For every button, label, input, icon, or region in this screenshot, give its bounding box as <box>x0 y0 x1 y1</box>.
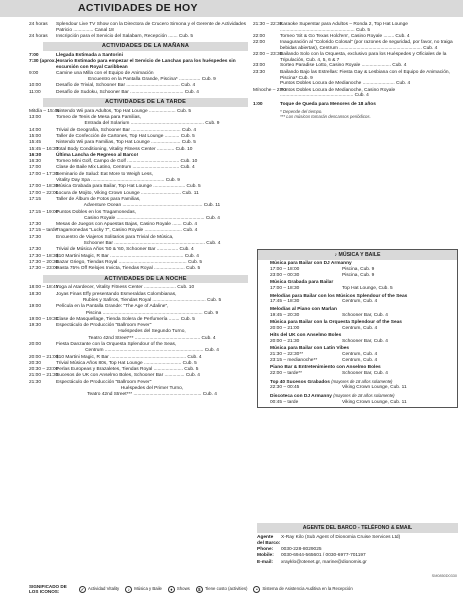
event-time: 18:30 <box>29 291 42 297</box>
music-header <box>258 250 457 260</box>
music-event-restriction: (mayores de 18 años solamente) <box>331 378 393 384</box>
schedule-row <box>29 22 248 34</box>
title-bar <box>0 0 463 17</box>
event-time: 19:00 – 19:30 <box>29 316 59 322</box>
event-description: Inauguración al "Colorido Colosal" (por razones de seguridad, por favor, no traiga bebidas abiertas), Centrum .............................................................. Cub. 4 <box>280 39 453 51</box>
event-description: Sucesos de UK con Anselmo Boles, Schooner Bar ............... Cub. 4 <box>56 373 200 379</box>
event-description: Torneo Mini Golf, Campo de Golf ....................................... Cub. 10 <box>56 159 198 165</box>
page-title: ACTIVIDADES DE HOY <box>78 2 198 14</box>
music-event <box>270 365 457 377</box>
agent-field-value: X-Ray Kilo (Sub Agent of Dionomia Cruise Services Ltd) <box>281 535 401 541</box>
event-time: 17:15 – tarde <box>29 228 58 234</box>
music-event-venue: Centrum, Cub. 4 <box>342 299 378 305</box>
event-time: 22:00 <box>253 33 266 39</box>
event-time: 1:00 <box>253 102 263 108</box>
music-event-venue: Schooner Bar, Cub. 4 <box>342 338 388 344</box>
event-time: 21:30 <box>29 379 42 385</box>
music-event-name: Melodías para Bailar con los Músicos Splendour of the Seas <box>270 293 408 299</box>
event-description: Perlas Europeas y Brazaletes, Tiendas Royal ...................... Cub. 5 <box>56 367 199 373</box>
music-event-venue: Piscina, Cub. 9 <box>342 267 375 273</box>
event-time: 17:30 – 23:00 <box>29 266 59 272</box>
event-time: 19:30 <box>29 323 42 329</box>
agent-box <box>257 523 458 566</box>
event-description: Trivial Música Años 80s, Top Hat Lounge ............................ Cub. 5 <box>56 360 197 366</box>
event-description: Casino Royale .................................................................. Cub. 4 <box>84 215 220 221</box>
legend-icon: $ <box>196 586 203 593</box>
event-description: Trivial de Música Años '50 & '60, Schooner Bar ................ Cub. 4 <box>56 247 194 253</box>
event-description: Seminario de Salud: Eat More to Weigh Less, <box>56 171 153 177</box>
event-description: Música Grabada para Bailar, Top Hat Lounge ........................ Cub. 5 <box>56 184 201 190</box>
music-event-time: 21:30 – 22:30** <box>270 352 304 358</box>
music-event-slot <box>270 371 457 377</box>
event-description: Toque de Queda para Menores de 18 años <box>280 102 376 108</box>
music-list <box>258 261 457 405</box>
schedule-row <box>253 40 460 52</box>
event-time: 16:30 <box>29 152 42 158</box>
event-time: 17:30 <box>29 247 42 253</box>
section-header: ACTIVIDADES DE LA MAÑANA <box>43 42 248 51</box>
event-description: Bazar Griego, Tiendas Royal ................................................... Cub. 5 <box>56 259 203 265</box>
event-time: 17:15 – 19:00 <box>29 209 59 215</box>
event-description: Adventure Ocean ............................................................ Cub. 11 <box>83 203 221 209</box>
legend-title: SIGNIFICADO DE LOS ICONOS: <box>29 584 67 595</box>
event-description: Torneo 'Sit & Go Texas Hold'em', Casino Royale ........ Cub. 4 <box>280 33 410 39</box>
event-time: Mitdía – 15:45 <box>29 108 60 114</box>
agent-row <box>257 535 458 547</box>
event-description: Taller de Confección de Cartones, Top Hat Lounge ........... Cub. 5 <box>56 133 195 139</box>
music-event-name: Hits del UK con Anselmo Boles <box>270 333 342 339</box>
event-time: 13:00 <box>29 115 42 121</box>
agent-row <box>257 560 458 566</box>
music-event-venue: Centrum, Cub. 4 <box>342 325 378 331</box>
event-description: Torneo de Tenis de Mesa para Familias, <box>56 115 141 121</box>
section-header: ACTIVIDADES DE LA TARDE <box>43 98 248 107</box>
event-description: Trivial de Geografía, Schooner Bar ..................................... Cub. 4 <box>56 127 197 133</box>
music-event-venue: Schooner Bar, Cub. 4 <box>342 312 388 318</box>
schedule-row <box>29 266 248 272</box>
event-description: Centrum .......................................................................... Cub. 4 <box>85 348 219 354</box>
schedule-row <box>253 70 460 82</box>
event-description: Clase de Masquellage, Tienda Solera de Perfumería ........ Cub. 5 <box>56 316 195 322</box>
event-description: Huéspedes del Primer Turno, <box>120 386 184 392</box>
legend-item <box>253 586 352 593</box>
footnote: * Depende del tiempo. <box>280 108 323 114</box>
music-event-name: Melodías al Piano con Marlan <box>270 306 337 312</box>
music-event-name: Piano Bar & Entretenimiento con Anselmo Boles <box>270 365 381 371</box>
music-event-restriction: (mayores de 18 años solamente) <box>333 392 395 398</box>
agent-details <box>257 533 458 566</box>
schedule-row <box>29 59 248 71</box>
event-description: Bailando Bajo las Estrellas: Fiesta Gay & Lesbiana con el Equipo de Animación, Piscina* Cub. 9 <box>280 69 450 81</box>
music-event-venue: Top Hat Lounge, Cub. 5 <box>342 286 393 292</box>
event-description: Horario Estimado para empezar el Servicio de Lanchas para los huéspedes sin excursión con Royal Caribbean <box>56 59 236 70</box>
event-description: Bailando Solo con la Orquesta, exclusivo para los Huéspedes y Oficiales de la Tripulación, Cub. 4, 5, 6 & 7 <box>280 51 447 63</box>
music-event <box>270 320 457 332</box>
event-time: 18:00 – 18:45 <box>29 285 59 291</box>
music-event-venue: Piscina, Cub. 9 <box>342 273 375 279</box>
schedule-row <box>29 34 248 40</box>
music-event-name: Música Grabada para Bailar <box>270 280 334 286</box>
music-event-slot <box>270 358 457 364</box>
event-time: 20:30 <box>29 360 42 366</box>
music-event-venue: Viking Crown Lounge, Cub. 11 <box>342 399 407 405</box>
event-description: $10 Martini Magic, R Bar ....................................................... Cub. 4 <box>56 253 199 259</box>
music-event <box>270 346 457 364</box>
event-time: M/noche – 2:00 <box>253 87 287 93</box>
event-time: 17:00 <box>29 165 42 171</box>
music-event-time: 00:45 – tarde <box>270 399 299 405</box>
event-description: Fiesta Danzante con la Orquesta Splendour of the Seas, <box>56 341 177 347</box>
music-header-label: MÚSICA Y BAILE <box>338 252 381 258</box>
music-event-venue: Centrum, Cub. 4 <box>342 352 378 358</box>
event-description: Espectáculo de Producción "Ballroom Fever" <box>56 323 152 329</box>
event-time: 21:00 – 21:30 <box>29 373 59 379</box>
event-time: 17:30 <box>29 222 42 228</box>
event-description: Desafío de Trivial, Schooner Bar ........................................ Cub. 4 <box>56 83 196 89</box>
event-time: 15:45 – 16:30 <box>29 146 59 152</box>
event-time: 24 horas <box>29 22 48 27</box>
event-description: Yoga al Atardecer, Vitality Fitness Center ........................ Cub. 10 <box>56 285 195 291</box>
event-description: Inscripción para el Servicio del Salabarn, Recepción ....... Cub. 5 <box>56 33 194 39</box>
event-description: Rubíes y Safiros, Tiendas Royal ........................................ Cub. 5 <box>82 297 222 303</box>
music-event <box>270 307 457 319</box>
document-code: SM0850D0330 <box>431 574 457 578</box>
event-time: 15:45 <box>29 140 42 146</box>
event-description: Encuentro en la Pantalla Grande, Piscina* ................ Cub. 9 <box>88 77 216 83</box>
event-time: 23:30 <box>253 69 266 75</box>
music-event-time: 22:00 – tarde** <box>270 371 303 377</box>
event-description: Total Body Conditioning, Vitality Fitness Center ............. Cub. 10 <box>56 146 193 152</box>
event-time <box>29 392 56 398</box>
section-header: ACTIVIDADES DE LA NOCHE <box>43 275 248 284</box>
icon-legend <box>29 584 449 594</box>
music-event-title <box>270 393 457 400</box>
music-event-time: 23:00 – 00:30 <box>270 273 300 279</box>
left-column <box>29 22 248 399</box>
music-event <box>270 379 457 392</box>
music-event <box>270 393 457 406</box>
music-event-slot <box>270 286 457 292</box>
event-description: $10 Martini Magic, R Bar ......................................................... Cub. 4 <box>56 354 202 360</box>
event-time: 20:00 <box>29 341 42 347</box>
legend-item <box>196 586 248 593</box>
music-event-time: 22:30 – 00:45 <box>270 385 300 391</box>
music-event-time: 17:45 – 18:30 <box>270 299 300 305</box>
event-description: Nintendo Wii para Adultos, Top Hat Lounge .................... Cub. 5 <box>56 108 192 114</box>
legend-item <box>168 586 190 593</box>
event-description: Joyas Finas Effy presentando Esmeraldas Colombianas, <box>56 291 177 297</box>
music-event-venue: Centrum, Cub. 4 <box>342 358 378 363</box>
schedule-row <box>29 90 248 96</box>
right-column <box>253 22 460 119</box>
event-description: Piscina ........................................................................... Cub. 9 <box>85 310 219 316</box>
event-description: Locura de Mojito, Viking Crown Lounge .............................. Cub. 11 <box>56 190 199 196</box>
music-icon: ♪ <box>334 252 339 258</box>
legend-label: Sistema de Asistencia Auditiva en la Recepción <box>262 586 353 592</box>
footnote: *** Los músicos tomarán descansos periódicos. <box>280 113 371 119</box>
event-time: 20:00 – 21:00 <box>29 354 59 360</box>
event-description: Vitality Day Spa ....................................................... Cub. 9 <box>56 178 180 184</box>
music-event <box>270 294 457 306</box>
event-description: Taller de Álbum de Fotos para Familias, <box>56 196 141 202</box>
event-time: 20:30 – 23:00 <box>29 367 59 373</box>
event-description: Mesas de Juegos con Apuestas Bajas, Casino Royale ....... Cub. 4 <box>56 222 198 228</box>
music-event-slot <box>270 385 457 391</box>
music-event-venue: Schooner Bar, Cub. 4 <box>342 371 388 377</box>
event-time: 17:00 – 18:30 <box>29 184 59 190</box>
music-event-time: 23:15 – medianoche** <box>270 358 318 363</box>
event-description: Encuentro de Viajeros Solitarios para Trivial de Música, <box>56 234 174 240</box>
music-box <box>257 249 458 408</box>
event-time: 16:30 <box>29 159 42 165</box>
event-time: 17:00 – 17:30 <box>29 171 59 177</box>
event-description: Hasta 75% Off Relojes Invicta, Tiendas Royal ....................... Cub. 5 <box>56 266 201 272</box>
event-description: Película en la Pantalla Grande: "The Age of Adaline", <box>56 304 169 310</box>
legend-label: Shows <box>176 586 190 592</box>
event-description: Puntos Dobles en los Tragamonedas, <box>56 209 136 215</box>
music-event-slot <box>270 299 457 305</box>
schedule-row <box>253 88 460 100</box>
event-time: 7:00 <box>29 52 39 58</box>
event-description: Schooner Bar .................................................................... Cub. 4 <box>83 241 221 247</box>
agent-header: AGENTE DEL BARCO - TELÉFONO & EMAIL <box>257 523 458 533</box>
music-event-slot <box>270 313 457 319</box>
event-time: 21:30 – 22:30 <box>253 22 283 27</box>
agent-field-value: xrayklo@otenet.gr, marine@dionomis.gr <box>281 559 367 565</box>
event-description: Teatro 42nd Street*** ................................................... Cub. 4 <box>87 392 217 398</box>
music-event-slot <box>270 339 457 345</box>
event-description: Karaoke Superstar para Adultos – Ronda 2, Top Hat Lounge ........................................................ Cub. 5 <box>280 22 408 33</box>
agent-field-label: E-mail: <box>257 559 273 565</box>
legend-item <box>125 586 162 593</box>
music-event-slot <box>270 273 457 279</box>
event-description: Teatro 42nd Street*** ................................................. Cub. 4 <box>88 335 216 341</box>
music-event <box>270 333 457 345</box>
event-description: Espectáculo de Producción "Ballroom Fever" <box>56 379 152 385</box>
event-time: 22:00 – 23:30 <box>253 51 283 57</box>
event-time: 17:00 – 22:00 <box>29 190 59 196</box>
schedule-row <box>253 52 460 64</box>
music-event-time: 17:00 – 18:30 <box>270 286 300 292</box>
music-event-name: Top 40 Sucesos Grabados <box>270 379 330 385</box>
event-description: Camine una Milla con el Equipo de Animación <box>56 70 154 76</box>
event-description: Última Lancha de Regreso al Barco! <box>56 152 139 158</box>
legend-icon: ♦ <box>168 586 175 593</box>
legend-item <box>79 586 119 593</box>
schedule-row <box>253 22 460 34</box>
agent-field-label: Agente del Barco: <box>257 535 281 547</box>
event-description: Clase de Baile Mix Latino, Centrum ................................... Cub. 4 <box>56 165 195 171</box>
agent-field-label: Phone: <box>257 547 274 553</box>
schedule-row <box>29 392 248 398</box>
event-time: 22:00 <box>253 39 266 45</box>
event-time: 7:30 (aprox.) <box>29 59 58 65</box>
agent-field-value: 0030-228-8029025 <box>281 547 322 553</box>
event-time: 24 horas <box>29 33 48 39</box>
music-event-name: Discoteca con DJ Armanny <box>270 393 332 399</box>
music-event-name: Música para Bailar con DJ Armanny <box>270 261 352 267</box>
music-event-name: Música para Bailar con Latin Vibes <box>270 346 350 352</box>
legend-icon: • <box>253 586 260 593</box>
music-event-time: 17:00 – 18:00 <box>270 267 300 273</box>
event-time: 15:00 <box>29 133 42 139</box>
music-event-time: 20:00 – 21:30 <box>270 338 300 344</box>
legend-icon: ✓ <box>80 586 85 592</box>
event-description: Tragamonedas "Lucky 7", Casino Royale ............................ Cub. 4 <box>56 228 198 234</box>
event-time: 17:15 <box>29 196 42 202</box>
event-description: Sorteo Paradise Lotto, Casino Royale ...................... Cub. 4 <box>280 63 407 69</box>
event-description: Puntos Dobles Locura de Medianoche, Casino Royale ....................................................... Cub. 4 <box>280 87 396 99</box>
legend-icon: ♪ <box>125 586 132 593</box>
event-time: 14:00 <box>29 127 42 133</box>
legend-label: Actividad Vitality <box>88 586 120 592</box>
event-description: Puntos Dobles Locura de Medianoche ........................ Cub. 4 <box>280 81 411 87</box>
event-time: 17:30 – 20:30 <box>29 259 59 265</box>
music-event-slot <box>270 326 457 332</box>
event-description: Entrada del Solarium ....................................................... Cub. 9 <box>84 121 220 127</box>
event-description: Desafío de Sudoku, Schooner Bar ........................................ Cub. 4 <box>56 89 199 95</box>
music-event <box>270 261 457 279</box>
event-time: 19:00 <box>29 304 42 310</box>
event-time: 17:30 <box>29 234 42 240</box>
event-time: 17:30 – 18:30 <box>29 253 59 259</box>
music-event-time: 20:00 – 21:00 <box>270 325 300 331</box>
music-event-time: 19:45 – 20:30 <box>270 312 300 318</box>
music-event <box>270 280 457 292</box>
legend-label: Tiene costo (activities) <box>204 586 248 592</box>
event-description: Huéspedes del Segundo Turno, <box>118 329 186 335</box>
event-time: 23:00 <box>253 63 266 69</box>
music-event-name: Música para Bailar con la Orquesta Splendour of the Seas <box>270 319 402 325</box>
event-description: Llegada Estimada a Santorini <box>56 52 123 58</box>
music-event-slot <box>270 400 457 406</box>
event-time: 11:00 <box>29 89 41 95</box>
event-time: 9:00 <box>29 70 39 76</box>
agent-field-label: Mobile: <box>257 553 274 559</box>
agent-field-value: 0030-6944-565601 / 0030-6977-701197 <box>281 553 366 559</box>
legend-label: Música y Baile <box>134 586 162 592</box>
event-description: Nintendo Wii para Familias, Top Hat Lounge ...................... Cub. 5 <box>56 140 196 146</box>
schedule-row <box>253 102 460 108</box>
event-time: 10:00 <box>29 83 42 89</box>
music-event-venue: Viking Crown Lounge, Cub. 11 <box>342 385 407 391</box>
event-description: Splendour Live TV Show con la Directora de Crucero Simona y el Gerente de Actividades Patricio ............... Canal 18 <box>56 22 247 33</box>
